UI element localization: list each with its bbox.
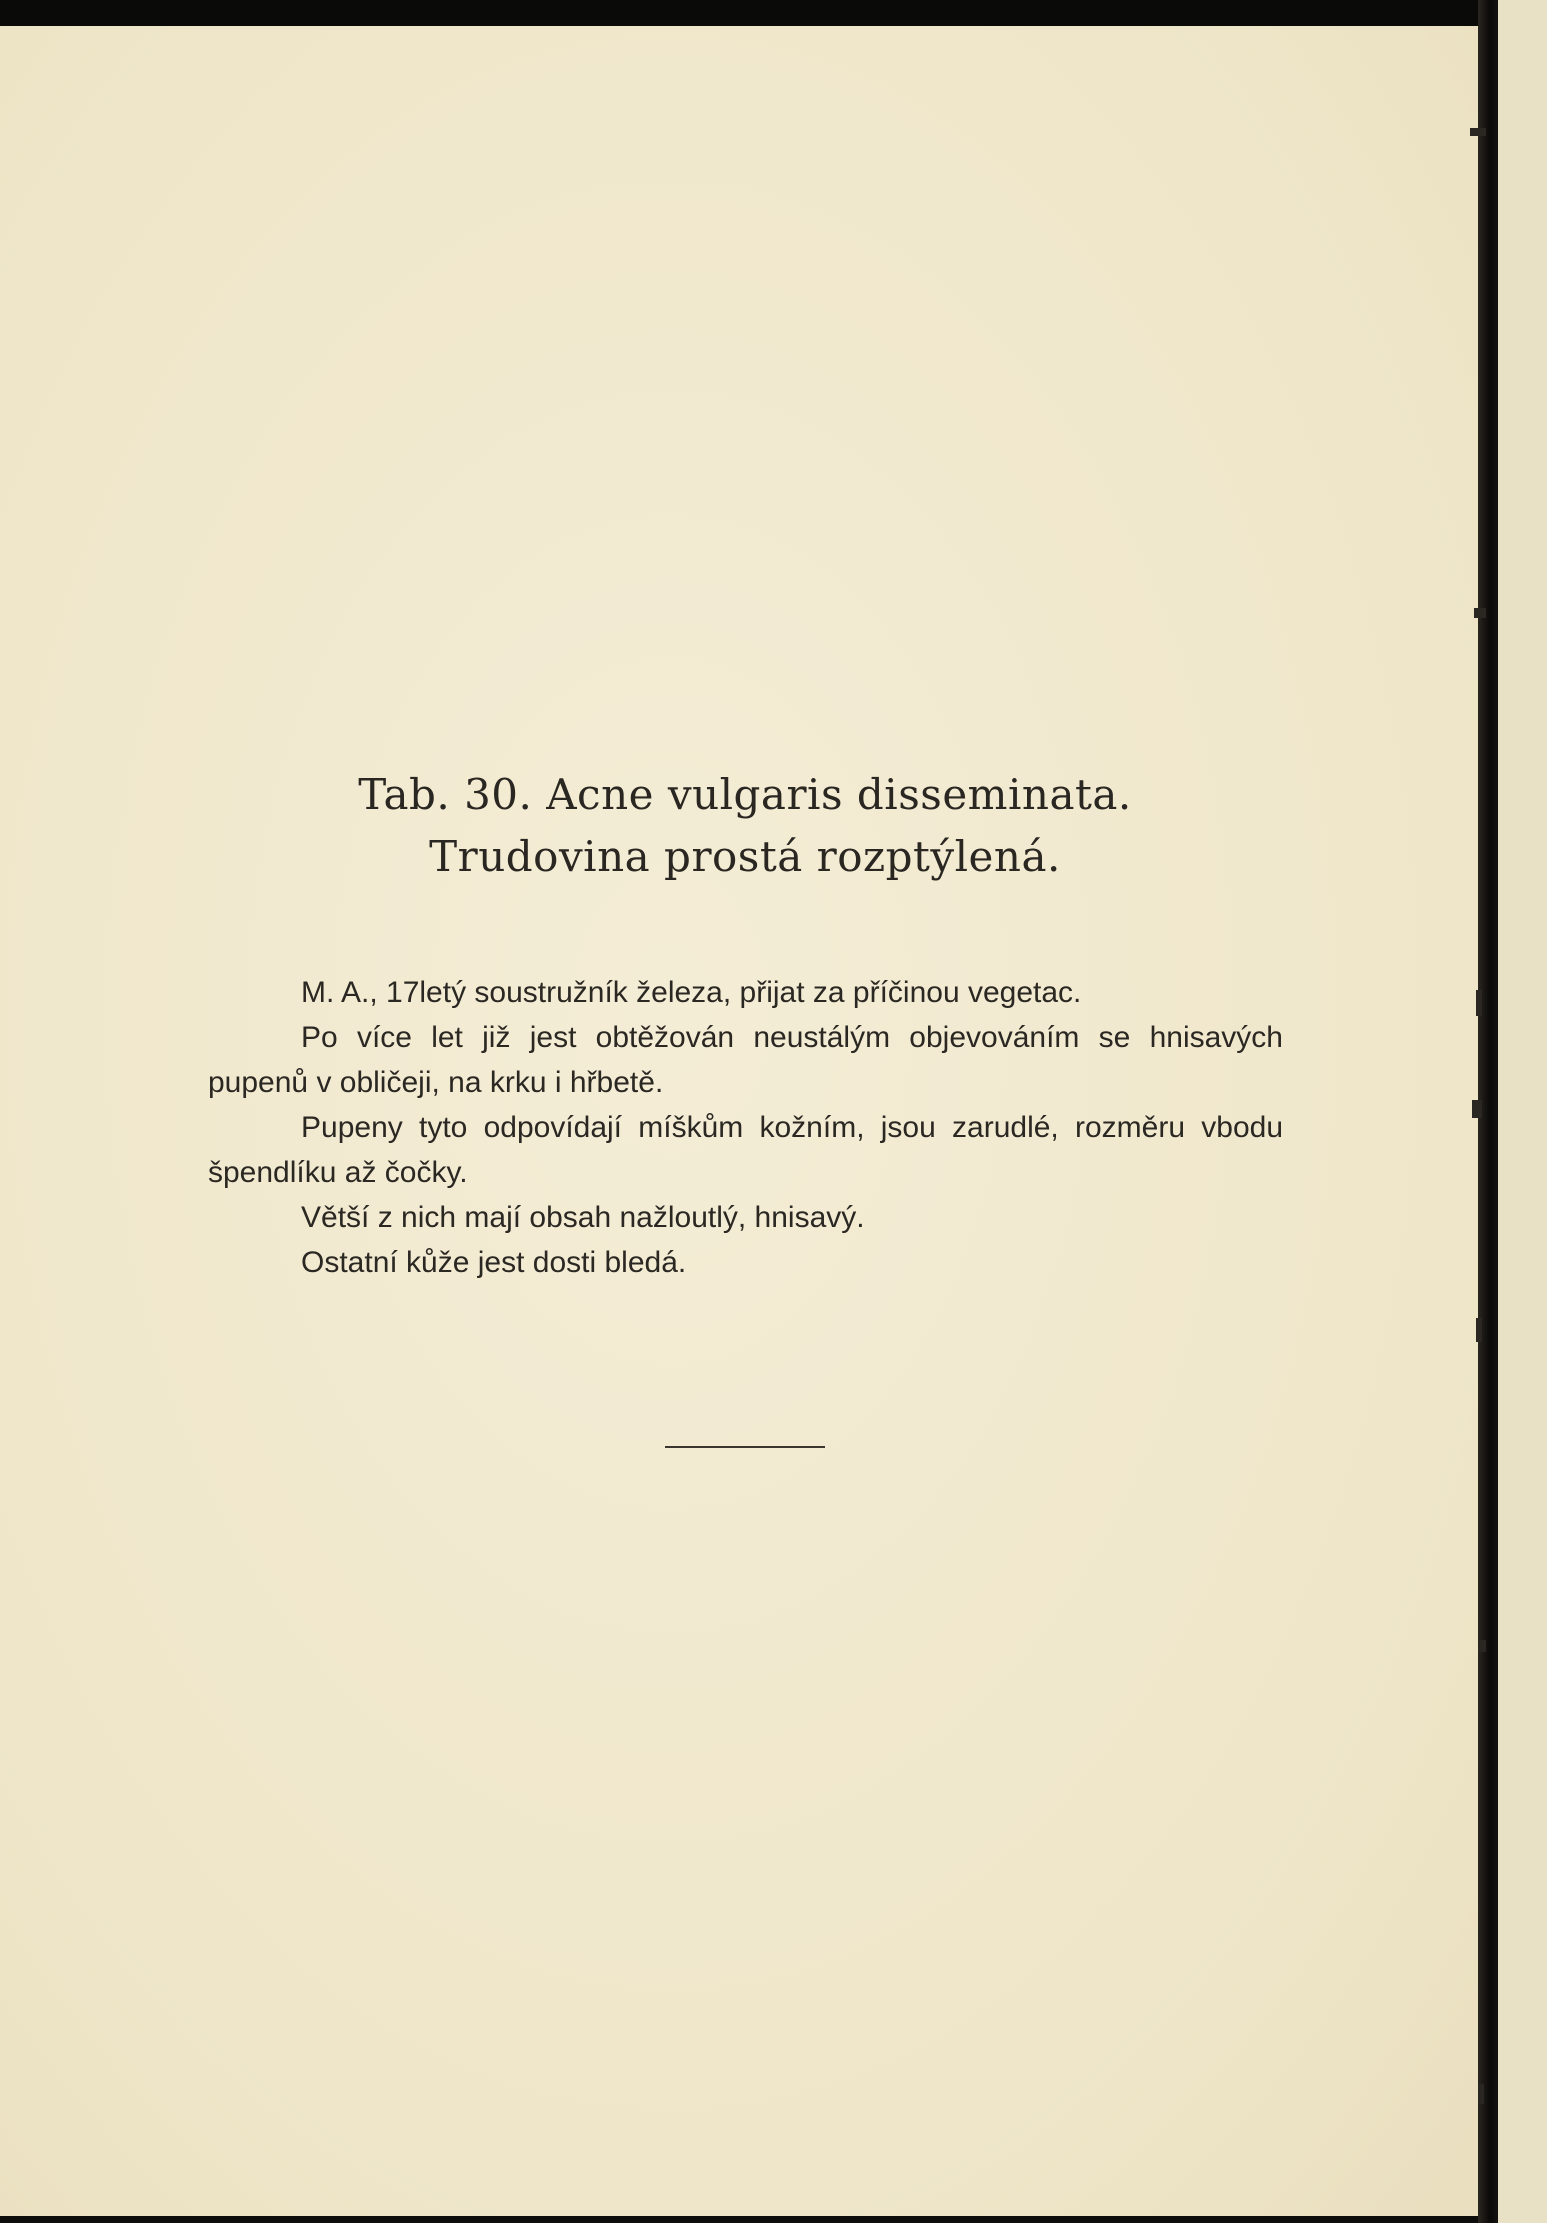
spine-mark <box>1470 128 1486 136</box>
case-paragraph: M. A., 17letý soustružník železa, přijat za příčinou vegetac. <box>301 976 1082 1009</box>
spine-mark <box>1476 1318 1482 1342</box>
case-paragraph: Větší z nich mají obsah nažloutlý, hnisavý. <box>301 1201 865 1234</box>
plate-caption <box>0 764 1490 888</box>
facing-page-edge <box>1498 0 1547 2223</box>
spine-mark <box>1476 990 1482 1016</box>
case-description <box>208 970 1283 1285</box>
case-paragraph: Ostatní kůže jest dosti bledá. <box>301 1246 687 1279</box>
scan-top-edge <box>0 0 1547 26</box>
spine-mark <box>1472 1100 1482 1118</box>
case-paragraph: Po více let již jest obtěžován neustálým objevováním se hnisavých pupenů v obličeji, na krku i hřbetě. <box>208 1021 1283 1099</box>
section-divider <box>665 1446 825 1448</box>
case-paragraph: Pupeny tyto odpovídají míškům kožním, jsou zarudlé, rozměru vbodu špendlíku až čočky. <box>208 1111 1283 1189</box>
plate-title-latin: Tab. 30. Acne vulgaris disseminata. <box>358 770 1132 819</box>
plate-title-czech: Trudovina prostá rozptýlená. <box>429 832 1061 881</box>
spine-mark <box>1478 2084 1484 2104</box>
spine-mark <box>1474 608 1486 618</box>
spine-mark <box>1478 1640 1486 1652</box>
